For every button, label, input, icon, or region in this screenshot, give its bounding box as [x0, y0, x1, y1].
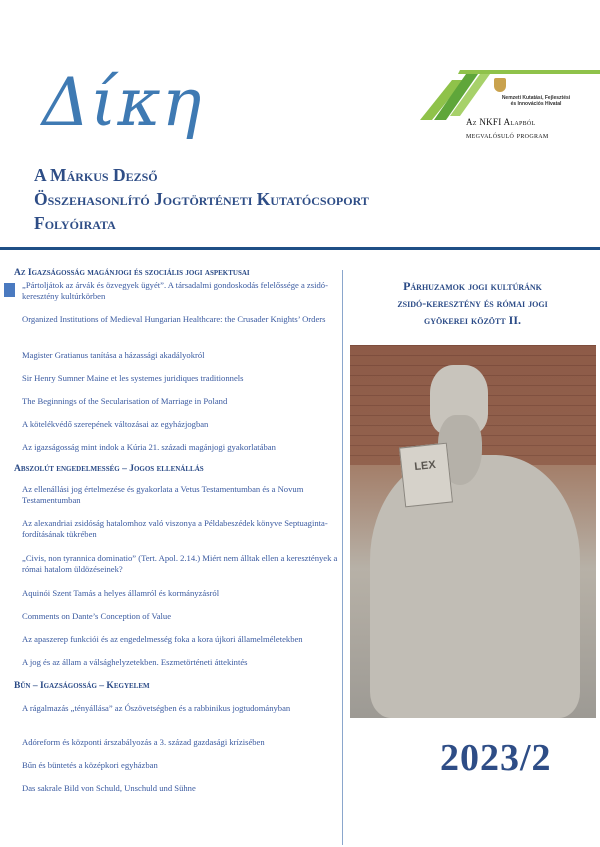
toc-item[interactable]: Das sakrale Bild von Schuld, Unschuld und Sühne: [22, 783, 196, 793]
header-separator: [0, 247, 600, 250]
issue-title-line-3: gyökerei között II.: [423, 313, 522, 327]
journal-title-line-1: A Márkus Dezső: [34, 165, 158, 185]
toc-item[interactable]: Az igazságosság mint indok a Kúria 21. századi magánjogi gyakorlatában: [22, 442, 276, 452]
journal-title-line-2: Összehasonlító Jogtörténeti Kutatócsoport: [34, 189, 369, 209]
statue-body: [370, 455, 580, 718]
nkfi-office-name: [476, 95, 596, 107]
current-item-marker: [4, 283, 15, 297]
nkfi-office-line-1: Nemzeti Kutatási, Fejlesztési: [501, 95, 571, 101]
issue-title: [355, 278, 590, 329]
nkfi-logo: [420, 70, 600, 148]
issue-title-line-2: zsidó-keresztény és római jogi: [397, 296, 548, 310]
lex-tablet: LEX: [399, 443, 453, 508]
toc-item[interactable]: A jog és az állam a válsághelyzetekben. Eszmetörténeti áttekintés: [22, 657, 248, 667]
toc-item[interactable]: Magister Gratianus tanítása a házassági akadályokról: [22, 350, 205, 360]
toc-item[interactable]: Adóreform és központi árszabályozás a 3. század gazdasági krízisében: [22, 737, 265, 747]
column-divider: [342, 270, 343, 845]
issue-number: 2023/2: [440, 737, 552, 779]
nkfi-program-line-1: Az NKFI Alapból: [466, 117, 536, 127]
toc-item[interactable]: „Pártoljátok az árvák és özvegyek ügyét”. A társadalmi gondoskodás felelőssége a zsidó-keresztény kultúrkörben: [22, 280, 328, 301]
nkfi-program: [466, 116, 600, 142]
toc-section-title-2: Abszolút engedelmesség – Jogos ellenállás: [14, 464, 204, 474]
toc-item[interactable]: Comments on Dante’s Conception of Value: [22, 611, 172, 621]
coat-of-arms-icon: [494, 78, 506, 92]
toc-item[interactable]: „Civis, non tyrannica dominatio” (Tert. Apol. 2.14.) Miért nem álltak ellen a keresztények a római hatalom üldözéseinek?: [22, 553, 338, 574]
statue-photo: [350, 345, 596, 718]
toc-item[interactable]: Sir Henry Sumner Maine et les systemes juridiques traditionnels: [22, 373, 244, 383]
toc-section-title-1: Az Igazságosság magánjogi és szociális jogi aspektusai: [14, 268, 250, 278]
issue-title-line-1: Párhuzamok jogi kultúránk: [403, 279, 542, 293]
journal-logo: Δίκη: [42, 64, 203, 141]
toc-item[interactable]: Az ellenállási jog értelmezése és gyakorlata a Vetus Testamentumban és a Novum Testamentumban: [22, 484, 304, 505]
toc-item[interactable]: Az apaszerep funkciói és az engedelmesség foka a kora újkori államelméletekben: [22, 634, 303, 644]
nkfi-program-line-2: megvalósuló program: [466, 130, 549, 140]
toc-item[interactable]: A rágalmazás „tényállása” az Ószövetségben és a rabbinikus jogtudományban: [22, 703, 291, 713]
toc-item[interactable]: Bűn és büntetés a középkori egyházban: [22, 760, 158, 770]
toc-item[interactable]: Az alexandriai zsidóság hatalomhoz való viszonya a Példabeszédek könyve Septuaginta-fordításának tükrében: [22, 518, 328, 539]
nkfi-office-line-2: és Innovációs Hivatal: [510, 101, 562, 107]
journal-title-line-3: Folyóirata: [34, 213, 116, 233]
toc-item[interactable]: Organized Institutions of Medieval Hungarian Healthcare: the Crusader Knights’ Orders: [22, 314, 326, 324]
toc-item[interactable]: The Beginnings of the Secularisation of Marriage in Poland: [22, 396, 228, 406]
journal-title: [34, 163, 454, 235]
toc-item[interactable]: Aquinói Szent Tamás a helyes államról és kormányzásról: [22, 588, 220, 598]
toc-section-title-3: Bűn – Igazságosság – Kegyelem: [14, 681, 150, 691]
toc-item[interactable]: A kötelékvédő szerepének változásai az egyházjogban: [22, 419, 209, 429]
